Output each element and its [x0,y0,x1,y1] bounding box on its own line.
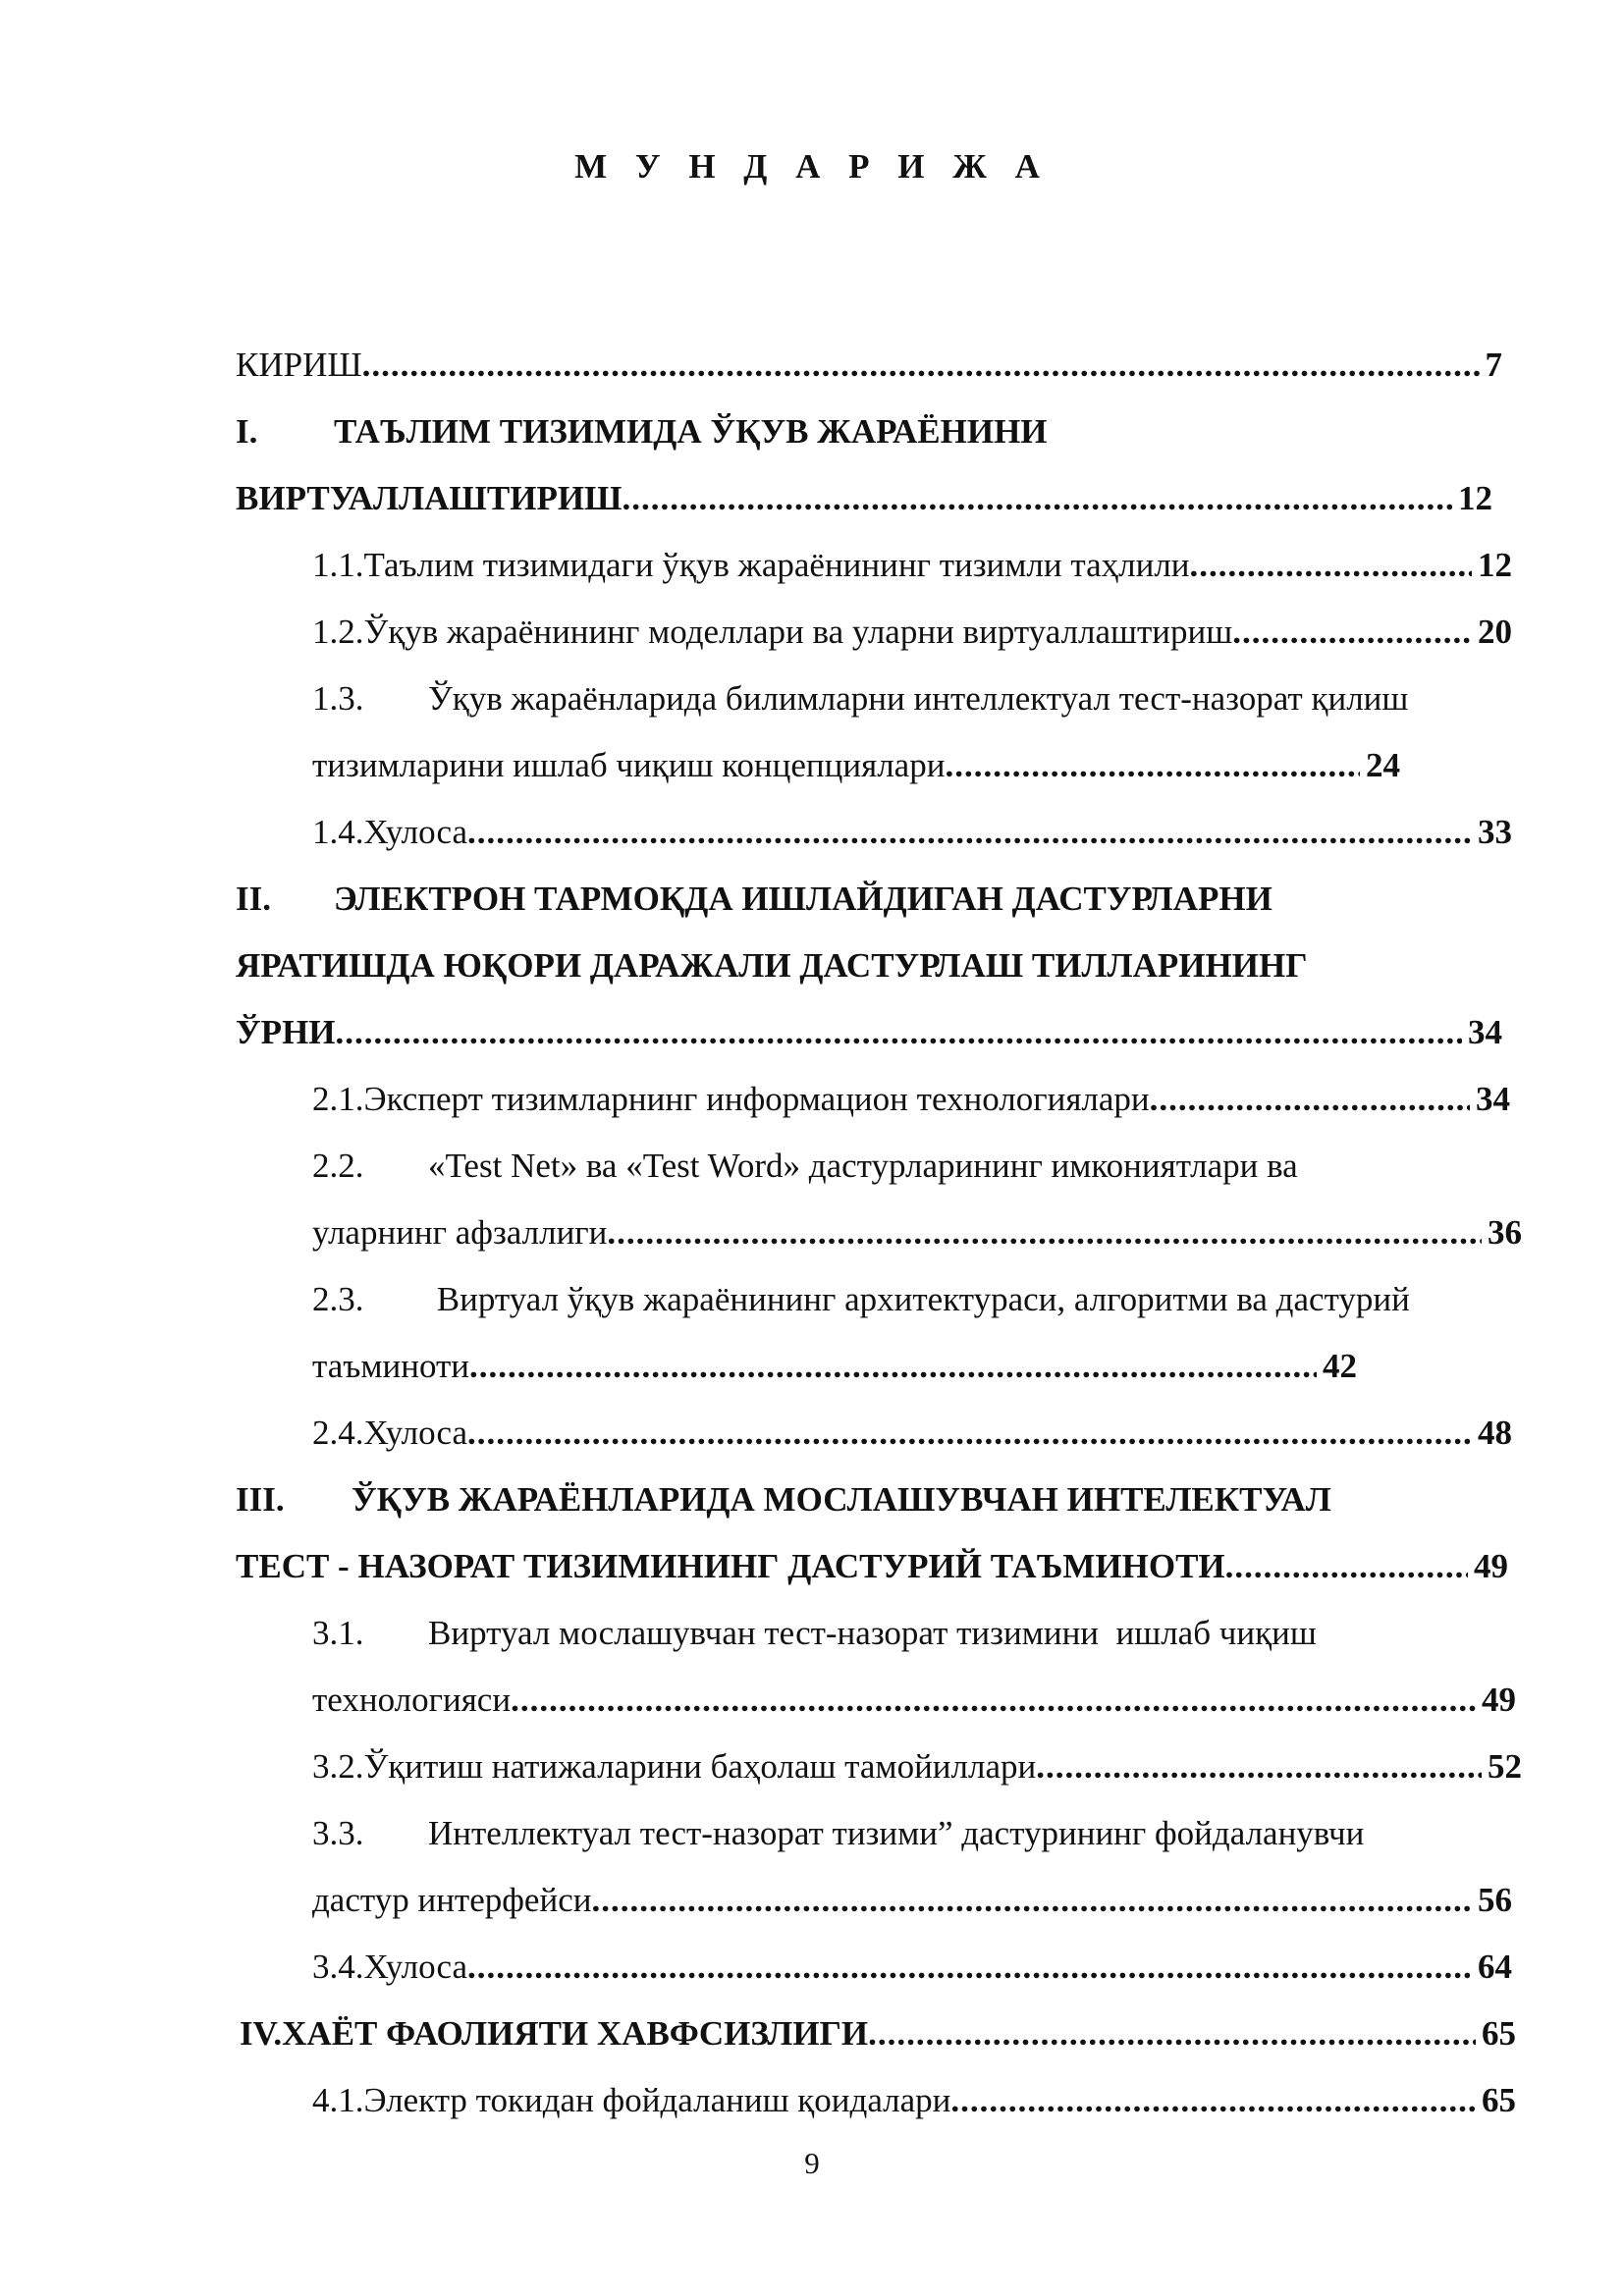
section-title-line2: таъминоти [312,1347,470,1385]
section-title-line1: Виртуал мослашувчан тест-назорат тизимини ишлаб чиқиш [428,1614,1317,1652]
toc-section-2-2-cont[interactable] [312,1213,1522,1253]
section-number: 4.1. [312,2081,364,2119]
section-title: Эксперт тизимларнинг информацион технологиялари [363,1080,1150,1118]
leader-dots [1225,1547,1468,1586]
toc-page-number: 65 [1482,2081,1516,2119]
toc-section-2-4[interactable] [312,1414,1512,1453]
leader-dots [467,1414,1472,1453]
chapter-title-line2: ЯРАТИШДА ЮҚОРИ ДАРАЖАЛИ ДАСТУРЛАШ ТИЛЛАРИНИНГ [236,946,1308,985]
toc-section-1-1[interactable] [312,546,1512,585]
toc-page-number: 49 [1482,1681,1516,1719]
leader-dots [1150,1080,1470,1119]
toc-section-2-1[interactable] [312,1080,1510,1119]
chapter-title-line1: ЭЛЕКТРОН ТАРМОҚДА ИШЛАЙДИГАН ДАСТУРЛАРНИ [334,880,1272,918]
toc-section-3-1-cont[interactable] [312,1681,1516,1720]
section-title-line2: уларнинг афзаллиги [312,1213,608,1252]
toc-page-number: 24 [1366,746,1400,784]
toc-title: М У Н Д А Р И Ж А [574,147,1050,186]
page-number-footer: 9 [804,2146,820,2180]
toc-page-number: 64 [1478,1948,1512,1986]
toc-section-3-1[interactable] [312,1614,1317,1653]
chapter-title-line3: ЎРНИ [236,1013,336,1051]
section-title-line2: тизимларини ишлаб чиқиш концепциялари [312,746,946,784]
section-number: 3.1. [312,1614,364,1652]
section-title-line1: «Test Net» ва «Test Word» дастурларининг имкониятлари ва [428,1147,1298,1185]
section-number: 1.2. [312,613,364,651]
chapter-title-line1: ТАЪЛИМ ТИЗИМИДА ЎҚУВ ЖАРАЁНИНИ [334,412,1048,451]
section-title: Электр токидан фойдаланиш қоидалари [363,2081,951,2119]
toc-page-number: 12 [1478,546,1512,584]
toc-page-number: 34 [1468,1013,1502,1051]
section-title-line1: Ўқув жараёнларида билимларни интеллектуал тест-назорат қилиш [428,679,1409,718]
toc-entry-text: КИРИШ [236,346,362,384]
toc-section-3-4[interactable] [312,1948,1512,1987]
section-number: 2.1. [312,1080,364,1118]
toc-section-1-2[interactable] [312,613,1512,652]
toc-page-number: 36 [1488,1213,1522,1252]
chapter-number: II. [236,880,271,918]
section-title-line2: дастур интерфейси [312,1881,592,1919]
toc-chapter-4[interactable] [240,2014,1516,2054]
chapter-title: ХАЁТ ФАОЛИЯТИ ХАВФСИЗЛИГИ [282,2014,869,2053]
leader-dots [868,2014,1476,2054]
toc-section-4-1[interactable] [312,2081,1516,2120]
chapter-number: IV. [240,2014,283,2053]
toc-chapter-3-cont[interactable] [236,1547,1508,1586]
section-number: 2.3. [312,1280,364,1318]
toc-page-number: 34 [1476,1080,1510,1118]
toc-chapter-3[interactable] [236,1480,1331,1520]
section-title: Ўқитиш натижаларини баҳолаш тамойиллари [363,1747,1037,1786]
section-number: 2.4. [312,1414,364,1452]
toc-page-number: 33 [1478,813,1512,851]
toc-chapter-1-cont[interactable] [236,479,1492,518]
leader-dots [362,346,1480,385]
toc-page-number: 7 [1485,346,1502,384]
leader-dots [950,2081,1476,2120]
section-title: Хулоса [363,813,467,851]
toc-chapter-2[interactable] [236,880,1272,919]
section-title-line2: технологияси [312,1681,512,1719]
section-title-line1: Виртуал ўқув жараёнининг архитектураси, алгоритми ва дастурий [428,1280,1410,1318]
chapter-number: I. [236,412,258,451]
chapter-title-line1: ЎҚУВ ЖАРАЁНЛАРИДА МОСЛАШУВЧАН ИНТЕЛЕКТУАЛ [352,1480,1331,1519]
leader-dots [469,1347,1317,1386]
toc-section-2-3[interactable] [312,1280,1410,1319]
leader-dots [336,1013,1462,1052]
section-number: 3.3. [312,1814,364,1852]
section-number: 2.2. [312,1147,364,1185]
leader-dots [1232,613,1472,652]
toc-page-number: 42 [1323,1347,1357,1385]
leader-dots [467,813,1472,852]
leader-dots [511,1681,1476,1720]
leader-dots [591,1881,1472,1920]
chapter-title-line2: ТЕСТ - НАЗОРАТ ТИЗИМИНИНГ ДАСТУРИЙ ТАЪМИНОТИ [236,1547,1225,1585]
leader-dots [467,1948,1472,1987]
toc-page-number: 56 [1478,1881,1512,1919]
toc-section-1-3[interactable] [312,679,1408,719]
section-title-line1: Интеллектуал тест-назорат тизими” дастурининг фойдаланувчи [428,1814,1365,1852]
toc-page-number: 52 [1488,1747,1522,1786]
leader-dots [1190,546,1472,585]
section-title: Ўқув жараёнининг моделлари ва уларни виртуаллаштириш [363,613,1233,651]
section-title: Таълим тизимидаги ўқув жараёнининг тизимли таҳлили [363,546,1190,584]
toc-chapter-2-cont[interactable] [236,946,1307,986]
toc-entry-intro[interactable] [236,346,1502,385]
section-number: 1.3. [312,679,364,718]
toc-section-3-3[interactable] [312,1814,1364,1853]
toc-page-number: 12 [1458,479,1492,517]
toc-section-1-3-cont[interactable] [312,746,1400,785]
section-number: 1.1. [312,546,364,584]
chapter-number: III. [236,1480,285,1519]
leader-dots [607,1213,1482,1253]
section-number: 3.4. [312,1948,364,1986]
toc-page-number: 65 [1482,2014,1516,2053]
chapter-title-line2: ВИРТУАЛЛАШТИРИШ [236,479,623,517]
toc-page-number: 20 [1478,613,1512,651]
toc-chapter-1[interactable] [236,412,1048,452]
section-number: 1.4. [312,813,364,851]
section-title: Хулоса [363,1414,467,1452]
toc-chapter-2-cont2[interactable] [236,1013,1502,1052]
toc-section-3-2[interactable] [312,1747,1522,1787]
leader-dots [622,479,1452,518]
toc-section-2-3-cont[interactable] [312,1347,1357,1386]
leader-dots [945,746,1360,785]
toc-section-2-2[interactable] [312,1147,1298,1186]
toc-page-number: 49 [1474,1547,1508,1585]
section-title: Хулоса [363,1948,467,1986]
leader-dots [1036,1747,1482,1787]
toc-section-3-3-cont[interactable] [312,1881,1512,1920]
section-number: 3.2. [312,1747,364,1786]
toc-section-1-4[interactable] [312,813,1512,852]
toc-page-number: 48 [1478,1414,1512,1452]
